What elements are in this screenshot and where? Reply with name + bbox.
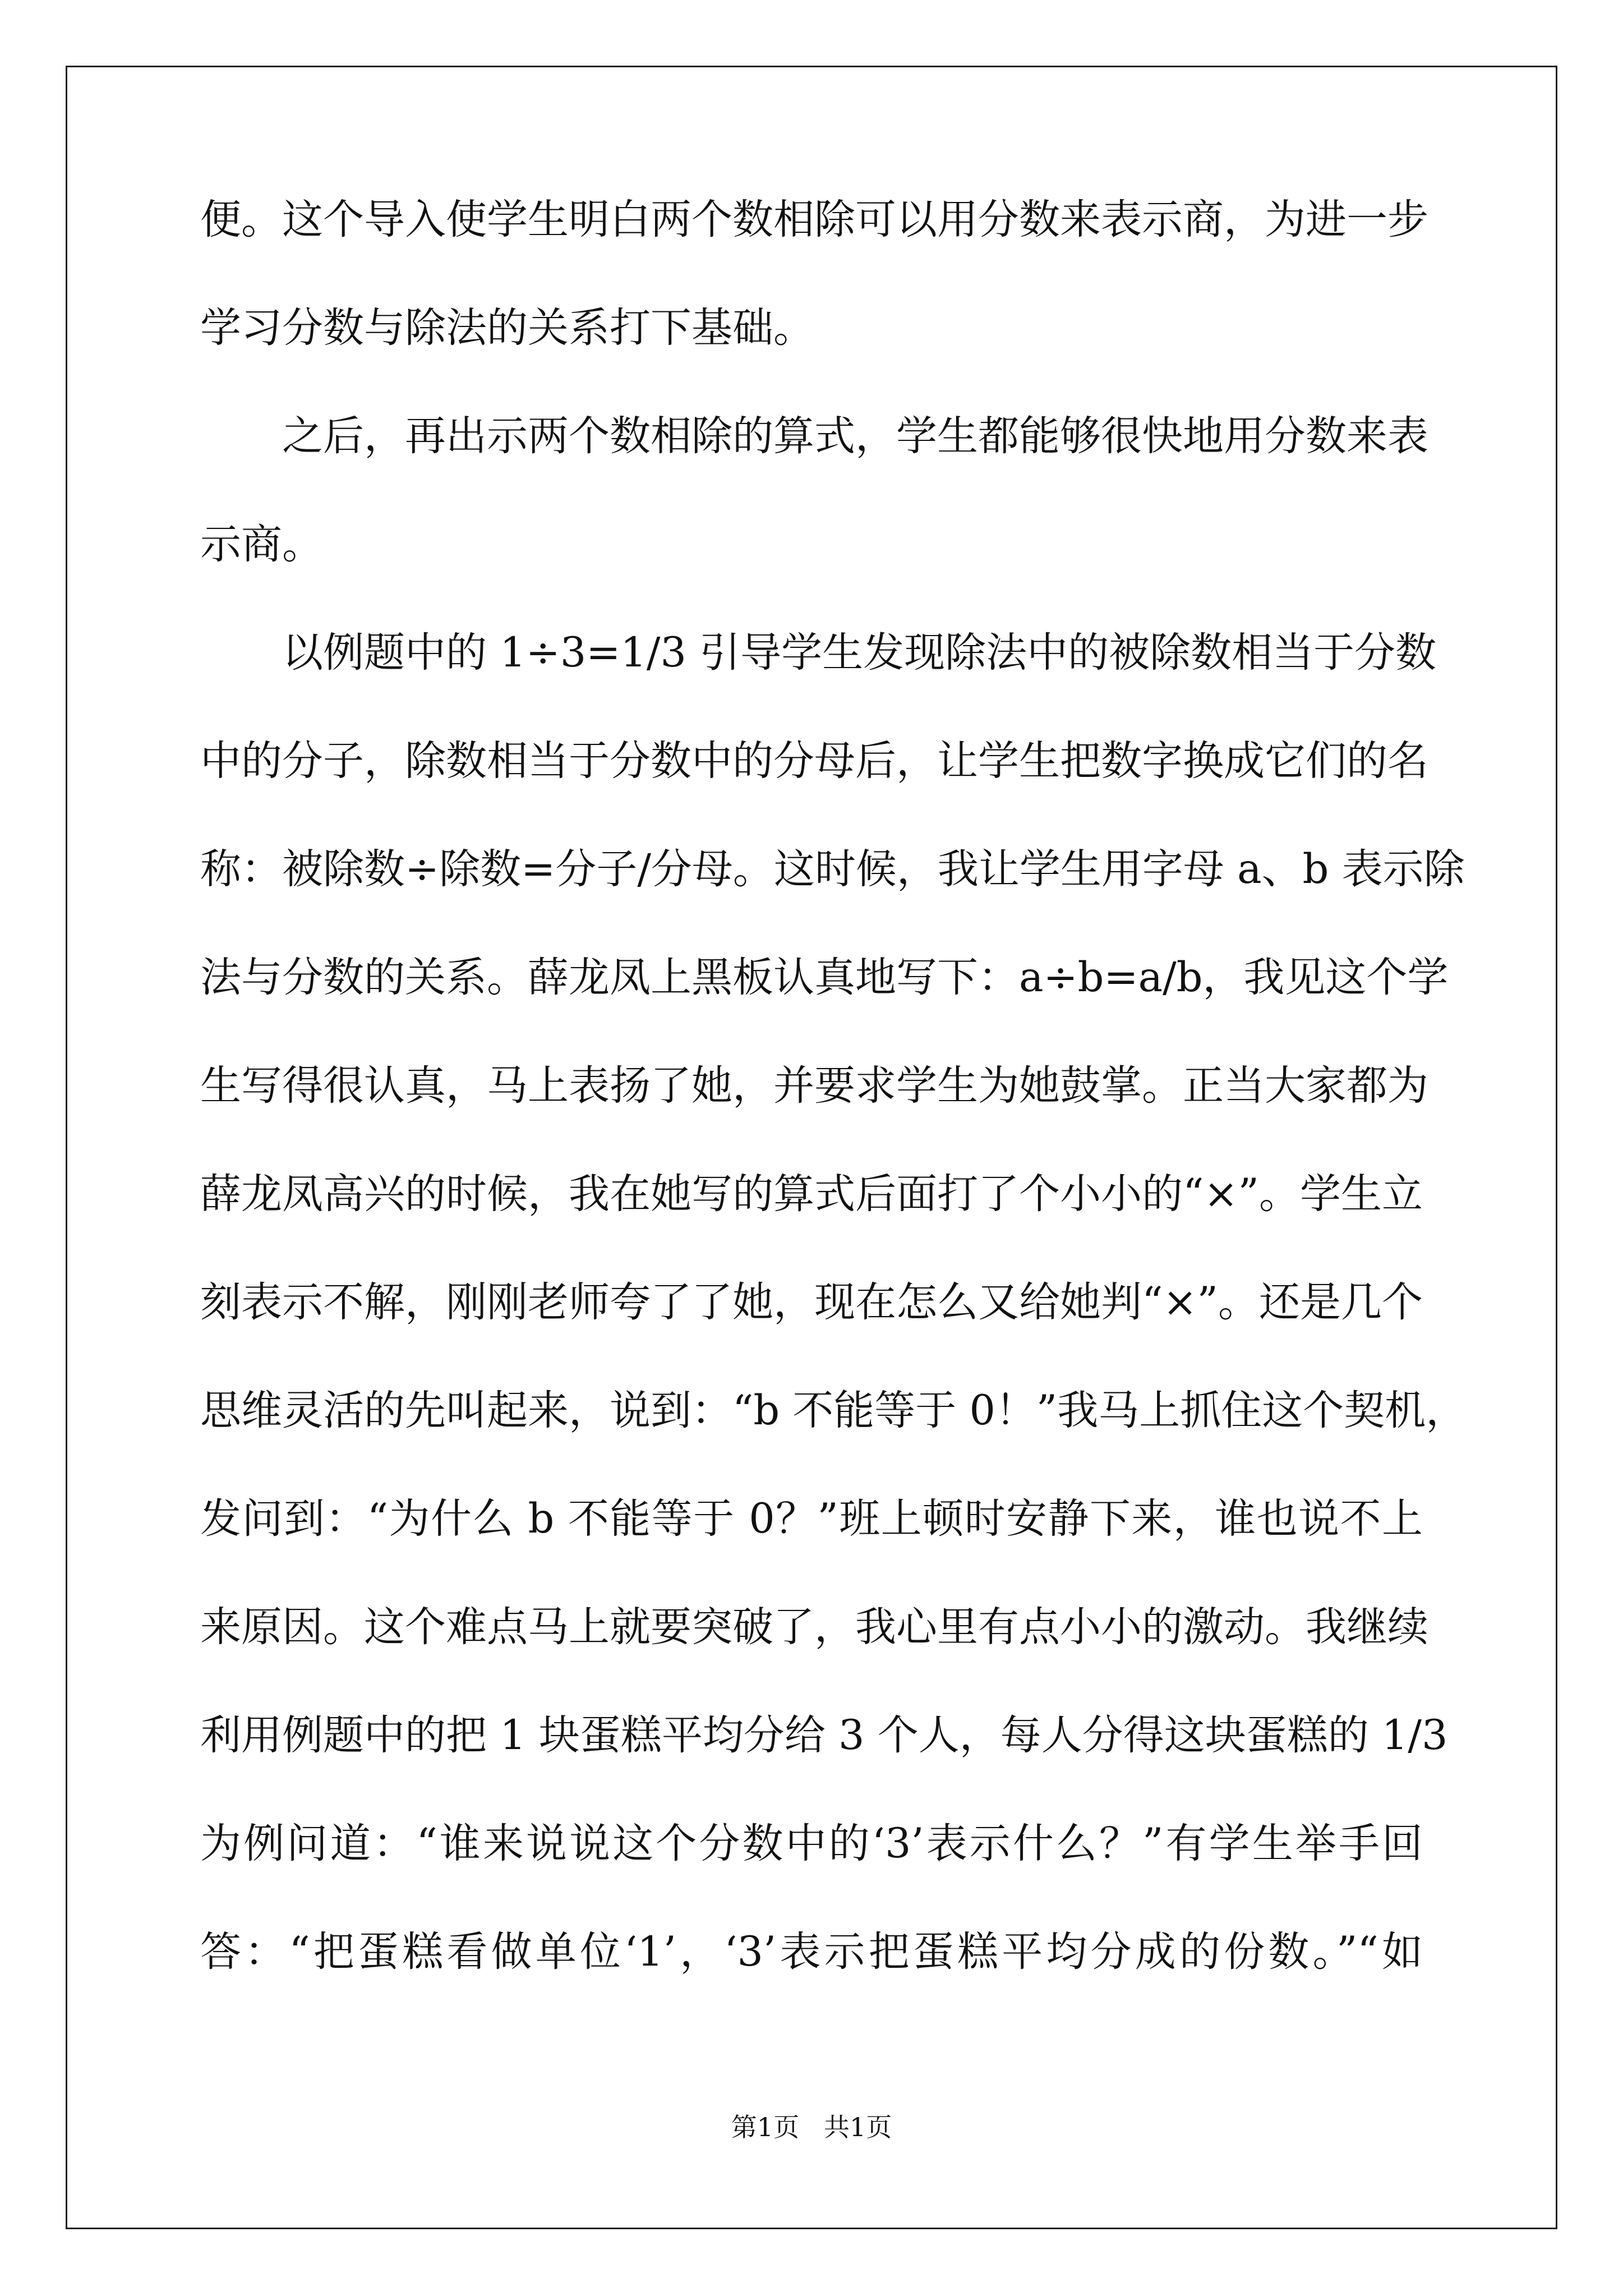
text-line: 思维灵活的先叫起来，说到：“b 不能等于 0！”我马上抓住这个契机， [200, 1387, 1467, 1434]
text-line: 薛龙凤高兴的时候，我在她写的算式后面打了个小小的“×”。学生立 [200, 1170, 1423, 1218]
text-line: 称：被除数÷除数=分子/分母。这时候，我让学生用字母 a、b 表示除 [200, 845, 1465, 893]
text-line: 来原因。这个难点马上就要突破了，我心里有点小小的激动。我继续 [200, 1603, 1428, 1651]
text-line: 利用例题中的把 1 块蛋糕平均分给 3 个人，每人分得这块蛋糕的 1/3 [200, 1711, 1448, 1759]
text-line: 发问到：“为什么 b 不能等于 0？”班上顿时安静下来，谁也说不上 [200, 1495, 1423, 1543]
text-line: 生写得很认真，马上表扬了她，并要求学生为她鼓掌。正当大家都为 [200, 1062, 1428, 1110]
text-line: 中的分子，除数相当于分数中的分母后，让学生把数字换成它们的名 [200, 737, 1428, 785]
text-line: 之后，再出示两个数相除的算式，学生都能够很快地用分数来表 [282, 412, 1428, 460]
text-line: 示商。 [200, 521, 323, 568]
text-line: 以例题中的 1÷3=1/3 引导学生发现除法中的被除数相当于分数 [282, 629, 1437, 677]
text-line: 答：“把蛋糕看做单位‘1’，‘3’表示把蛋糕平均分成的份数。”“如 [200, 1928, 1423, 1976]
text-line: 学习分数与除法的关系打下基础。 [200, 304, 814, 352]
document-body [200, 196, 1467, 1976]
page-footer: 第1页 共1页 [731, 2112, 892, 2142]
text-line: 法与分数的关系。薛龙凤上黑板认真地写下：a÷b=a/b，我见这个学 [200, 954, 1449, 1001]
text-line: 为例问道：“谁来说说这个分数中的‘3’表示什么？”有学生举手回 [200, 1820, 1423, 1867]
text-line: 刻表示不解，刚刚老师夸了了她，现在怎么又给她判“×”。还是几个 [200, 1278, 1423, 1326]
text-line: 便。这个导入使学生明白两个数相除可以用分数来表示商，为进一步 [200, 196, 1428, 243]
